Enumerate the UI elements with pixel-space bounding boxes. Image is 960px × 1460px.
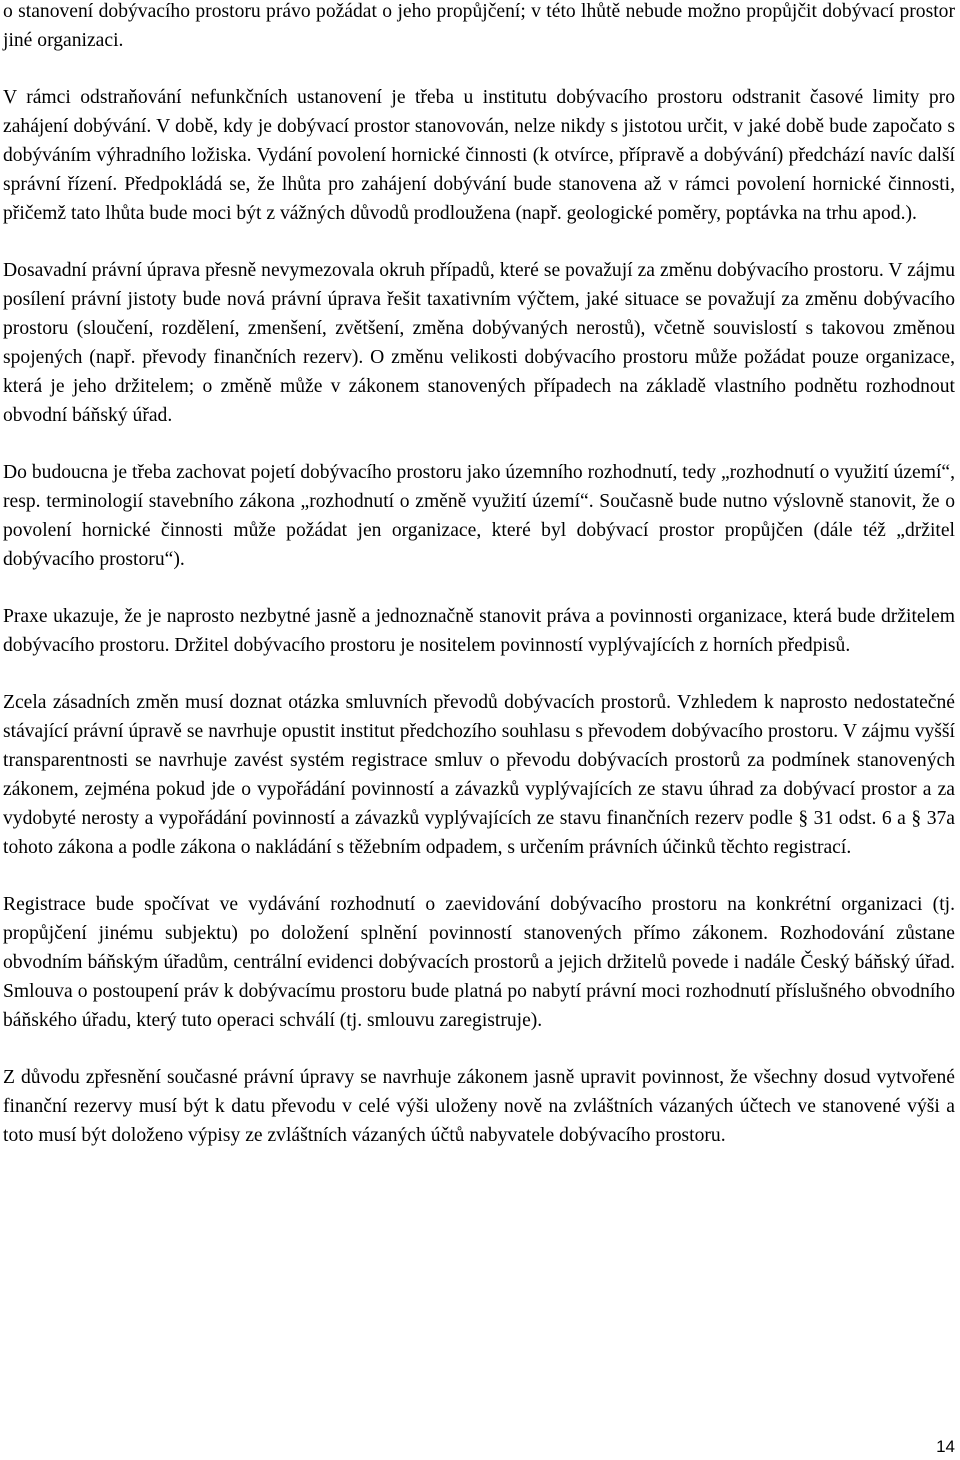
paragraph-4: Do budoucna je třeba zachovat pojetí dobývacího prostoru jako územního rozhodnutí, tedy „rozhodnutí o využití území“, resp. terminologií stavebního zákona „rozhodnutí o změně využití území“. Současně bude nutno výslovně stanovit, že o povolení hornické činnosti může požádat jen organizace, které byl dobývací prostor propůjčen (dále též „držitel dobývacího prostoru“). <box>3 462 955 570</box>
paragraph-2: V rámci odstraňování nefunkčních ustanovení je třeba u institutu dobývacího prostoru odstranit časové limity pro zahájení dobývání. V době, kdy je dobývací prostor stanovován, nelze nikdy s jistotou určit, v jaké době bude započato s dobýváním výhradního ložiska. Vydání povolení hornické činnosti (k otvírce, přípravě a dobývání) předchází navíc další správní řízení. Předpokládá se, že lhůta pro zahájení dobývání bude stanovena až v rámci povolení hornické činnosti, přičemž tato lhůta bude moci být z vážných důvodů prodloužena (např. geologické poměry, poptávka na trhu apod.). <box>3 87 955 224</box>
paragraph-1: o stanovení dobývacího prostoru právo požádat o jeho propůjčení; v této lhůtě nebude možno propůjčit dobývací prostor jiné organizaci. <box>3 1 955 51</box>
paragraph-8: Z důvodu zpřesnění současné právní úpravy se navrhuje zákonem jasně upravit povinnost, že všechny dosud vytvořené finanční rezervy musí být k datu převodu v celé výši uloženy nově na zvláštních vázaných účtech ve stanovené výši a toto musí být doloženo výpisy ze zvláštních vázaných účtů nabyvatele dobývacího prostoru. <box>3 1067 955 1146</box>
paragraph-3: Dosavadní právní úprava přesně nevymezovala okruh případů, které se považují za změnu dobývacího prostoru. V zájmu posílení právní jistoty bude nová právní úprava řešit taxativním výčtem, jaké situace se považují za změnu dobývacího prostoru (sloučení, rozdělení, zmenšení, zvětšení, změna dobývaných nerostů), včetně souvislostí s takovou změnou spojených (např. převody finančních rezerv). O změnu velikosti dobývacího prostoru může požádat pouze organizace, která je jeho držitelem; o změně může v zákonem stanovených případech na základě vlastního podnětu rozhodnout obvodní báňský úřad. <box>3 260 955 426</box>
page-number: 14 <box>936 1437 955 1456</box>
document-page <box>3 0 955 1178</box>
paragraph-6: Zcela zásadních změn musí doznat otázka smluvních převodů dobývacích prostorů. Vzhledem k naprosto nedostatečné stávající právní úpravě se navrhuje opustit institut předchozího souhlasu s převodem dobývacího prostoru. V zájmu vyšší transparentnosti se navrhuje zavést systém registrace smluv o převodu dobývacích prostorů za podmínek stanovených zákonem, zejména pokud jde o vypořádání povinností a závazků vyplývajících ze stavu úhrad za dobývací prostor a za vydobyté nerosty a vypořádání povinností a závazků vyplývajících ze stavu finančních rezerv podle § 31 odst. 6 a § 37a tohoto zákona a podle zákona o nakládání s těžebním odpadem, s určením právních účinků těchto registrací. <box>3 692 955 858</box>
paragraph-5: Praxe ukazuje, že je naprosto nezbytné jasně a jednoznačně stanovit práva a povinnosti organizace, která bude držitelem dobývacího prostoru. Držitel dobývacího prostoru je nositelem povinností vyplývajících z horních předpisů. <box>3 606 955 656</box>
paragraph-7: Registrace bude spočívat ve vydávání rozhodnutí o zaevidování dobývacího prostoru na konkrétní organizaci (tj. propůjčení jinému subjektu) po doložení splnění povinností stanovených přímo zákonem. Rozhodování zůstane obvodním báňským úřadům, centrální evidenci dobývacích prostorů a jejich držitelů povede i nadále Český báňský úřad. Smlouva o postoupení práv k dobývacímu prostoru bude platná po nabytí právní moci rozhodnutí příslušného obvodního báňského úřadu, který tuto operaci schválí (tj. smlouvu zaregistruje). <box>3 894 955 1031</box>
